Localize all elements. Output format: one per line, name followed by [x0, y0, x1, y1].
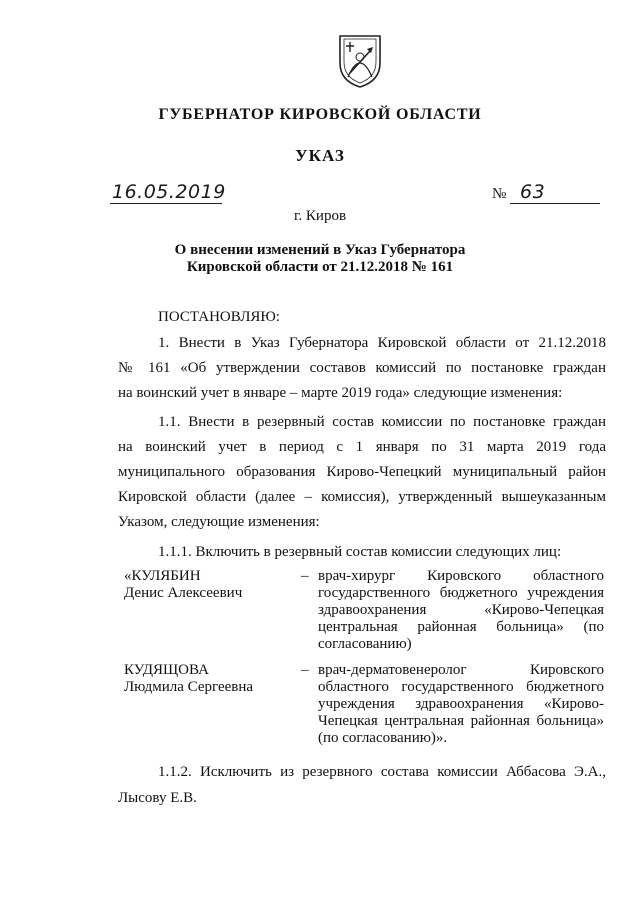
description-line: врач-хирург Кировского областного	[318, 568, 604, 584]
issuer-title: ГУБЕРНАТОР КИРОВСКОЙ ОБЛАСТИ	[158, 106, 482, 123]
paragraph-1-1-line: Кировской области (далее – комиссия), утвержденный вышеуказанным	[118, 489, 606, 505]
member-surname: «КУЛЯБИН	[124, 568, 201, 584]
member-name	[124, 662, 304, 696]
member-dash: –	[301, 662, 309, 678]
kirov-coat-of-arms-icon	[336, 33, 384, 89]
member-given-name: Денис Алексеевич	[124, 585, 243, 601]
member-given-name: Людмила Сергеевна	[124, 679, 254, 695]
member-name	[124, 568, 304, 602]
paragraph-1-line: № 161 «Об утверждении составов комиссий по постановке граждан	[118, 360, 606, 376]
paragraph-1-1-line: на воинский учет в период с 1 января по 31 марта 2019 года	[118, 439, 606, 455]
number-underline	[510, 203, 600, 204]
resolve-heading: ПОСТАНОВЛЯЮ:	[158, 309, 280, 325]
description-line: центральная районная больница» (по	[318, 619, 604, 635]
paragraph-1-1-1: 1.1.1. Включить в резервный состав комиссии следующих лиц:	[158, 544, 562, 560]
description-line: здравоохранения «Кирово-Чепецкая	[318, 602, 604, 618]
description-line: учреждения здравоохранения «Кирово-	[318, 696, 604, 712]
decree-date: 16.05.2019	[112, 181, 226, 203]
description-line: (по согласованию)».	[318, 730, 448, 746]
date-underline	[110, 203, 222, 204]
description-line: согласованию)	[318, 636, 412, 652]
paragraph-1-line: 1. Внести в Указ Губернатора Кировской области от 21.12.2018	[158, 335, 606, 351]
paragraph-1-1-2-line: 1.1.2. Исключить из резервного состава комиссии Аббасова Э.А.,	[158, 764, 606, 780]
description-line: врач-дерматовенеролог Кировского	[318, 662, 604, 678]
member-description	[318, 662, 604, 747]
member-dash: –	[301, 568, 309, 584]
description-line: областного государственного бюджетного	[318, 679, 604, 695]
decree-number: 63	[520, 181, 546, 203]
description-line: государственного бюджетного учреждения	[318, 585, 604, 601]
description-line: Чепецкая центральная районная больница»	[318, 713, 604, 729]
city: г. Киров	[293, 208, 347, 224]
paragraph-1-line: на воинский учет в январе – марте 2019 года» следующие изменения:	[118, 385, 563, 401]
decree-subject	[0, 242, 640, 276]
member-description	[318, 568, 604, 653]
number-label: №	[492, 186, 507, 202]
paragraph-1-1-line: 1.1. Внести в резервный состав комиссии по постановке граждан	[158, 414, 606, 430]
member-surname: КУДЯЩОВА	[124, 662, 209, 678]
document-type: УКАЗ	[295, 146, 345, 165]
subject-line: О внесении изменений в Указ Губернатора	[174, 242, 466, 258]
paragraph-1-1-line: муниципального образования Кирово-Чепецкий муниципальный район	[118, 464, 606, 480]
paragraph-1-1-2-line: Лысову Е.В.	[118, 790, 197, 806]
subject-line: Кировской области от 21.12.2018 № 161	[186, 259, 454, 275]
paragraph-1-1-line: Указом, следующие изменения:	[118, 514, 320, 530]
